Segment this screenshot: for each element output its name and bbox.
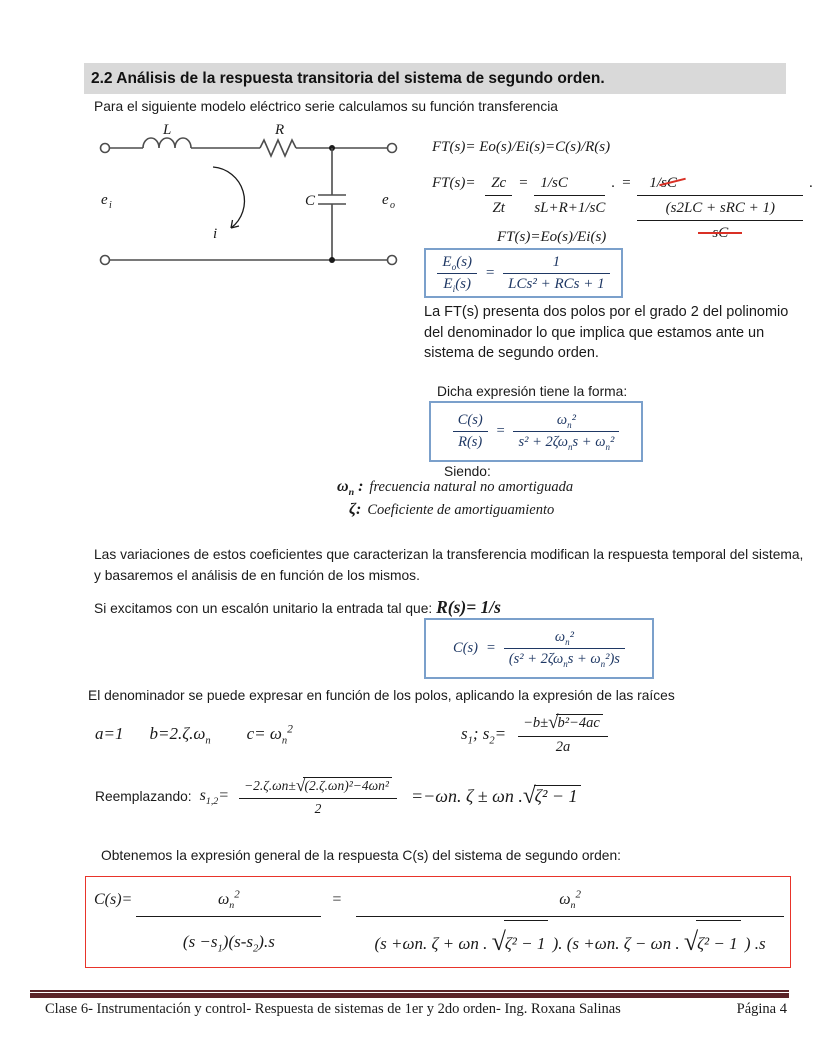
- footer-rule: [30, 990, 789, 998]
- coef-a: a=1: [95, 724, 124, 743]
- poles-result: =−ωn. ζ ± ωn .√ζ² − 1: [411, 783, 581, 810]
- response-pole-fraction: $\frac{\omega_n^2}{(s -s_1)(s-s_2).s}$: [136, 885, 321, 965]
- capacitor-label: C: [304, 193, 315, 209]
- circuit-diagram: [95, 120, 405, 290]
- response-lhs: C(s)=: [94, 891, 137, 908]
- eq-impedance-derivation: FT(s)= $\frac{Zc}{Zt}$ = $\frac{1/sC}{sL+R+1/sC}$ . = 1/sC (s2LC + sRC + 1) sC .: [432, 172, 816, 244]
- standard-form-box: $\frac{C(s)}{R(s)}$ = $\frac{\omega_n^2}{s^2 + 2\zeta\omega_ns + \omega_n^2}$: [429, 401, 643, 462]
- eq-substitution: [95, 775, 581, 817]
- transfer-function-box: $\frac{E_o(s)}{E_i(s)}$ = $\frac{1}{\text{LCs² + RCs + 1}}$: [424, 248, 623, 298]
- inductor-symbol: [143, 138, 191, 148]
- cancelled-sc-denominator: sC: [712, 222, 728, 244]
- zeta-symbol: ζ:: [349, 501, 362, 518]
- resistor-label: R: [275, 122, 285, 138]
- step-response-box: C(s) = $\frac{\omega_n^2}{(s^2 + 2\zeta\omega_ns + \omega_n^2)s}$: [424, 618, 654, 679]
- intro-text: Para el siguiente modelo eléctrico serie calculamos su función transferencia: [94, 99, 558, 114]
- omega-description: frecuencia natural no amortiguada: [369, 479, 574, 495]
- cancelled-sc-numerator: sC: [661, 172, 677, 194]
- quadratic-formula: $\frac{\text{−b±√b²−4ac}}{2a}$: [518, 712, 608, 756]
- paragraph-denominator: El denominador se puede expresar en función de los polos, aplicando la expresión de las raíces: [88, 688, 675, 703]
- eq-transfer-definition: FT(s)= Eo(s)/Ei(s)=C(s)/R(s): [432, 139, 611, 155]
- eq-roots-coefficients: [95, 712, 608, 756]
- eq-ft-result-label: FT(s)=Eo(s)/Ei(s): [497, 229, 607, 245]
- svg-text:i: i: [109, 200, 112, 211]
- fraction-simplified: 1/sC (s2LC + sRC + 1) sC: [637, 172, 803, 244]
- omega-symbol: $\omega_n$ :: [337, 478, 364, 499]
- resistor-symbol: [260, 140, 296, 156]
- section-title: 2.2 Análisis de la respuesta transitoria del sistema de segundo orden.: [84, 63, 786, 94]
- zeta-description: Coeficiente de amortiguamiento: [367, 502, 555, 518]
- reemplazando-label: Reemplazando:: [95, 788, 192, 804]
- sqrt-discriminant: √b²−4ac: [548, 715, 603, 731]
- footer-course-info: Clase 6- Instrumentación y control- Respuesta de sistemas de 1er y 2do orden- Ing. Roxana Salinas: [45, 1001, 621, 1017]
- s12-label: $s_{1,2}=$: [199, 787, 230, 808]
- input-voltage-label: e: [101, 192, 108, 208]
- step-input-formula: R(s)= 1/s: [436, 597, 501, 617]
- coef-c: $c= \omega_n^2$: [246, 722, 293, 747]
- response-expanded-fraction: $\frac{\omega_n^2}{\text{(s +ωn. ζ + ωn . √ζ² − 1 ). (s +ωn. ζ − ωn . √ζ² − 1 ) .s}}$: [356, 885, 784, 967]
- output-voltage-label: e: [382, 192, 389, 208]
- general-response-box: C(s)= $\frac{\omega_n^2}{(s -s_1)(s-s_2).s}$ = $\frac{\omega_n^2}{\text{(s +ωn. ζ + ωn . √ζ² − 1 ). (s +ωn. ζ − ωn . √ζ² − 1 ) .s}}$: [85, 876, 791, 968]
- svg-text:o: o: [390, 200, 395, 211]
- eq-prefix: FT(s)=: [432, 175, 480, 191]
- zeta-definition: [349, 501, 554, 519]
- current-label: i: [213, 226, 218, 242]
- fraction-zc-zt: $\frac{Zc}{Zt}$: [485, 172, 512, 219]
- paragraph-variations: Las variaciones de estos coeficientes que caracterizan la transferencia modifican la respuesta temporal del sistema, y basaremos el análisis de en función de los mismos.: [94, 547, 804, 583]
- siendo-label: Siendo:: [444, 464, 491, 479]
- roots-lhs: $s_1$; $s_2=$: [460, 724, 507, 747]
- substituted-formula: $\frac{\text{−2.ζ.ωn±√(2.ζ.ωn)²−4ωn²}}{2}$: [239, 775, 397, 817]
- fraction-capacitive: $\frac{1/sC}{sL+R+1/sC}$: [534, 172, 605, 219]
- coef-b: $b=2.\zeta.\omega_n$: [149, 724, 211, 747]
- inductor-label: L: [163, 122, 172, 138]
- current-loop-arrow: [213, 167, 244, 228]
- omega-definition: [337, 478, 574, 499]
- standard-form-label: Dicha expresión tiene la forma:: [437, 384, 628, 399]
- paragraph-two-poles: La FT(s) presenta dos polos por el grado 2 del polinomio del denominador lo que implica que estamos ante un sistema de segundo orden.: [424, 304, 789, 361]
- page-number: Página 4: [736, 1001, 787, 1017]
- step-input-line: Si excitamos con un escalón unitario la entrada tal que: R(s)= 1/s: [94, 597, 501, 617]
- paragraph-general-expression: Obtenemos la expresión general de la respuesta C(s) del sistema de segundo orden:: [101, 848, 621, 863]
- footer: [45, 1001, 787, 1018]
